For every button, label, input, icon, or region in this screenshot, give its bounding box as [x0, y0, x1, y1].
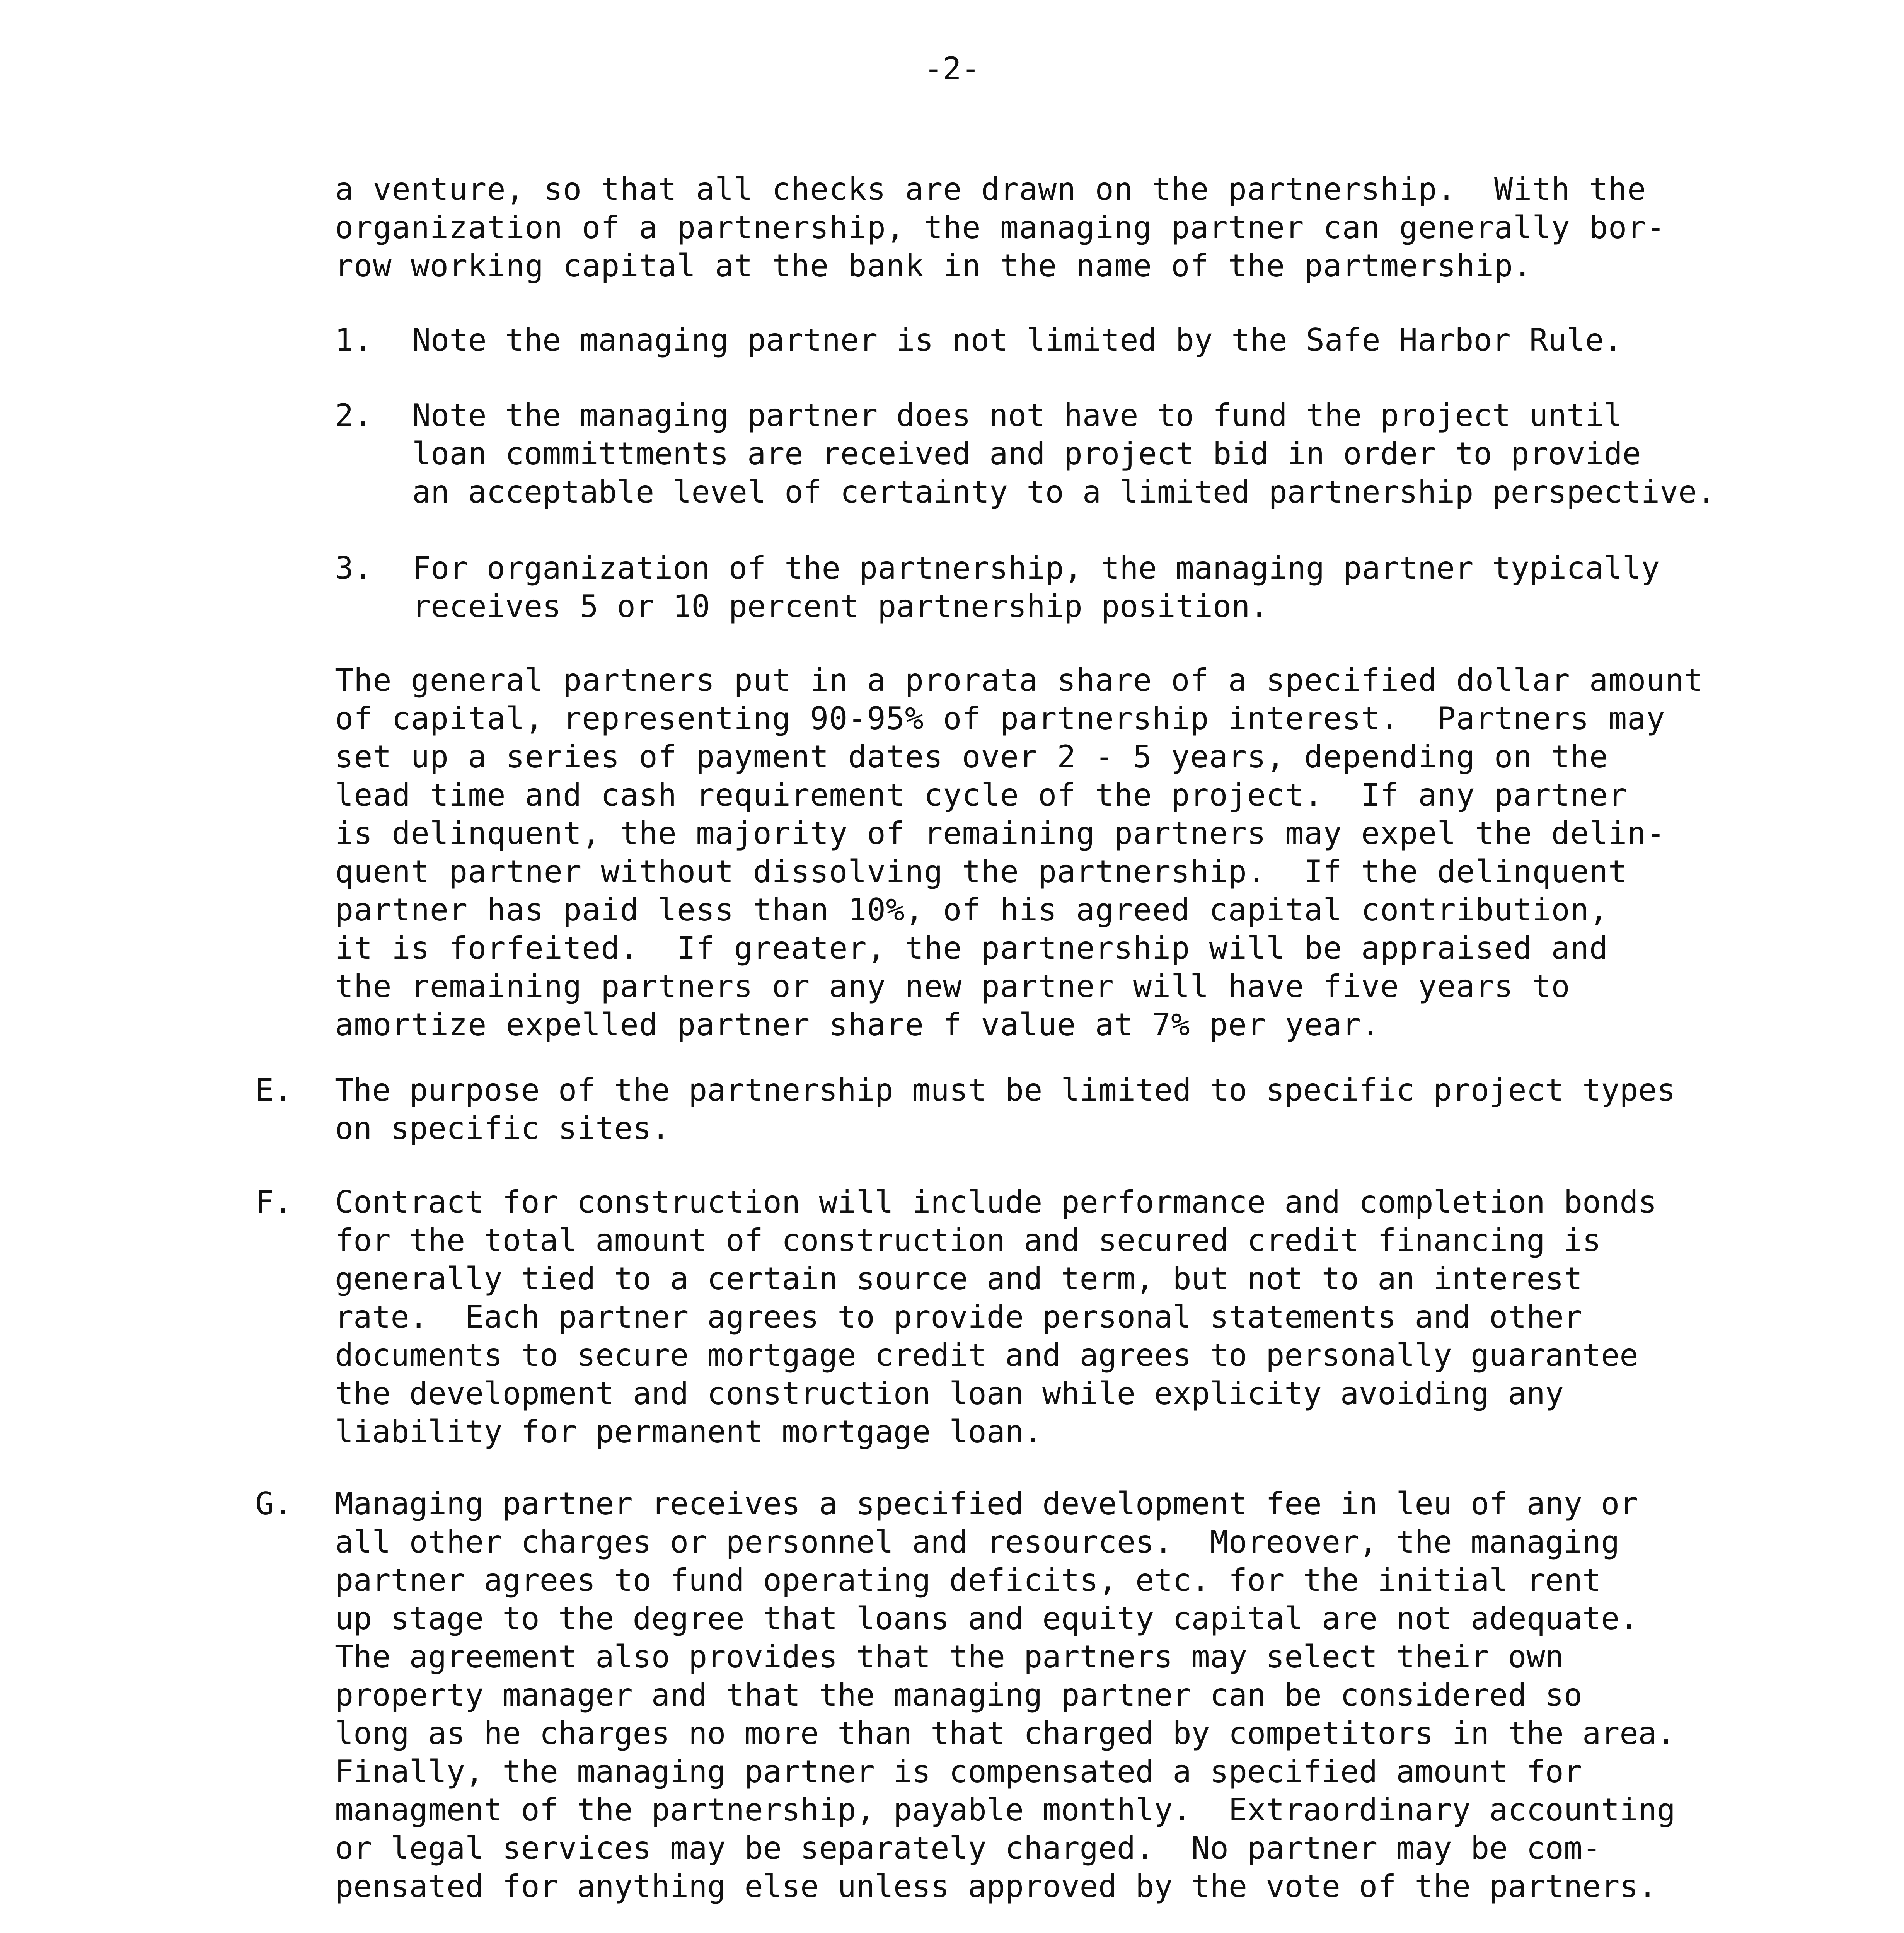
intro-paragraph: a venture, so that all checks are drawn on the partnership. With the organization of a partnership, the managing partner can generally bor- row working capital at the bank in the name of the partmership. [335, 171, 1665, 284]
item-text: Note the managing partner is not limited by the Safe Harbor Rule. [412, 322, 1623, 358]
section-text: The purpose of the partnership must be limited to specific project types on specific sites. [335, 1072, 1676, 1146]
item-text: Note the managing partner does not have to fund the project until loan committments are received and project bid in order to provide an acceptable level of certainty to a limited partnership perspective. [412, 397, 1716, 510]
section-marker: G. [255, 1486, 293, 1522]
section-marker: E. [255, 1072, 293, 1108]
general-partners-paragraph: The general partners put in a prorata share of a specified dollar amount of capital, representing 90-95% of partnership interest. Partners may set up a series of payment dates over 2 - 5 years, depending on the lead time and cash requirement cycle of the project. If any partner is delinquent, the majority of remaining partners may expel the delin- quent partner without dissolving the partnership. If the delinquent partner has paid less than 10%, of his agreed capital contribution, it is forfeited. If greater, the partnership will be appraised and the remaining partners or any new partner will have five years to amortize expelled partner share f value at 7% per year. [335, 662, 1703, 1043]
item-marker: 3. [335, 550, 372, 586]
page-number: -2- [924, 51, 980, 87]
section-text: Managing partner receives a specified development fee in leu of any or all other charges or personnel and resources. Moreover, the managing partner agrees to fund operating deficits, etc. for the initial rent up stage to the degree that loans and equity capital are not adequate. The agreement also provides that the partners may select their own property manager and that the managing partner can be considered so long as he charges no more than that charged by competitors in the area. Finally, the managing partner is compensated a specified amount for managment of the partnership, payable monthly. Extraordinary accounting or legal services may be separately charged. No partner may be com- pensated for anything else unless approved by the vote of the partners. [335, 1486, 1676, 1904]
section-text: Contract for construction will include performance and completion bonds for the total amount of construction and secured credit financing is generally tied to a certain source and term, but not to an interest rate. Each partner agrees to provide personal statements and other documents to secure mortgage credit and agrees to personally guarantee the development and construction loan while explicity avoiding any liability for permanent mortgage loan. [335, 1184, 1657, 1450]
item-marker: 2. [335, 397, 372, 433]
item-marker: 1. [335, 322, 372, 358]
item-text: For organization of the partnership, the managing partner typically receives 5 or 10 percent partnership position. [412, 550, 1660, 624]
section-marker: F. [255, 1184, 293, 1220]
